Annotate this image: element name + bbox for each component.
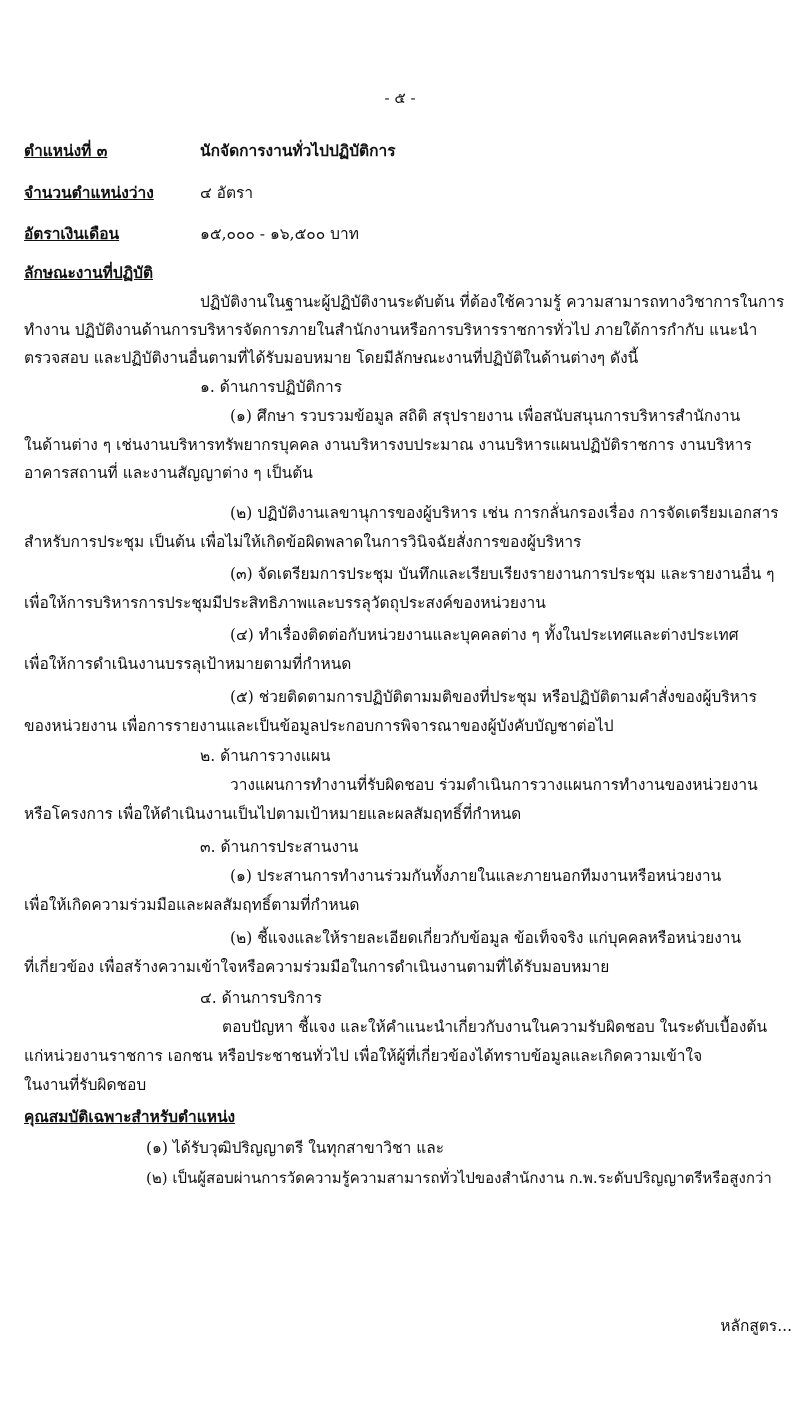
coordination-item-2: (๒) ชี้แจงและให้รายละเอียดเกี่ยวกับข้อมูล ข้อเท็จจริง แก่บุคคลหรือหน่วยงาน bbox=[230, 929, 742, 947]
qualification-item: (๒) เป็นผู้สอบผ่านการวัดความรู้ความสามารถทั่วไปของสำนักงาน ก.พ.ระดับปริญญาตรีหรือสูงกว่า bbox=[146, 1169, 772, 1187]
coordination-item-1: (๑) ประสานการทำงานร่วมกันทั้งภายในและภายนอกทีมงานหรือหน่วยงาน bbox=[230, 867, 722, 885]
heading-service: ๔. ด้านการบริการ bbox=[200, 989, 322, 1007]
operation-item-1: (๑) ศึกษา รวบรวมข้อมูล สถิติ สรุปรายงาน เพื่อสนับสนุนการบริหารสำนักงาน bbox=[230, 407, 741, 425]
operation-item-5-cont: ของหน่วยงาน เพื่อการรายงานและเป็นข้อมูลประกอบการพิจารณาของผู้บังคับบัญชาต่อไป bbox=[24, 717, 614, 735]
heading-planning: ๒. ด้านการวางแผน bbox=[200, 747, 331, 765]
service-line: แก่หน่วยงานราชการ เอกชน หรือประชาชนทั่วไป เพื่อให้ผู้ที่เกี่ยวข้องได้ทราบข้อมูลและเกิดความเข้าใจ bbox=[24, 1047, 703, 1065]
page-number: - ๕ - bbox=[384, 89, 416, 107]
qualification-title: คุณสมบัติเฉพาะสำหรับตำแหน่ง bbox=[24, 1107, 236, 1126]
coordination-item-1-cont: เพื่อให้เกิดความร่วมมือและผลสัมฤทธิ์ตามที่กำหนด bbox=[24, 896, 360, 914]
salary-label: อัตราเงินเดือน bbox=[24, 224, 120, 243]
operation-item-5: (๕) ช่วยติดตามการปฏิบัติตามมติของที่ประชุม หรือปฏิบัติตามคำสั่งของผู้บริหาร bbox=[230, 688, 757, 706]
operation-item-2-cont: สำหรับการประชุม เป็นต้น เพื่อไม่ให้เกิดข้อผิดพลาดในการวินิจฉัยสั่งการของผู้บริหาร bbox=[24, 533, 582, 551]
intro-line: ปฏิบัติงานในฐานะผู้ปฏิบัติงานระดับต้น ที่ต้องใช้ความรู้ ความสามารถทางวิชาการในการ bbox=[200, 293, 785, 311]
operation-item-3: (๓) จัดเตรียมการประชุม บันทึกและเรียบเรียงรายงานการประชุม และรายงานอื่น ๆ bbox=[230, 565, 775, 583]
planning-line: วางแผนการทำงานที่รับผิดชอบ ร่วมดำเนินการวางแผนการทำงานของหน่วยงาน bbox=[230, 776, 758, 794]
vacancy-value: ๔ อัตรา bbox=[200, 184, 254, 202]
vacancy-row bbox=[24, 180, 253, 205]
operation-item-3-cont: เพื่อให้การบริหารการประชุมมีประสิทธิภาพและบรรลุวัตถุประสงค์ของหน่วยงาน bbox=[24, 594, 546, 612]
intro-line: ตรวจสอบ และปฏิบัติงานอื่นตามที่ได้รับมอบหมาย โดยมีลักษณะงานที่ปฏิบัติในด้านต่างๆ ดังนี้ bbox=[24, 349, 639, 367]
salary-value: ๑๕,๐๐๐ - ๑๖,๕๐๐ บาท bbox=[200, 225, 359, 243]
salary-row bbox=[24, 221, 359, 246]
operation-item-4: (๔) ทำเรื่องติดต่อกับหน่วยงานและบุคคลต่าง ๆ ทั้งในประเทศและต่างประเทศ bbox=[230, 626, 739, 644]
intro-line: ทำงาน ปฏิบัติงานด้านการบริหารจัดการภายในสำนักงานหรือการบริหารราชการทั่วไป ภายใต้การกำกับ แนะนำ bbox=[24, 321, 758, 339]
operation-item-1-cont: ในด้านต่าง ๆ เช่นงานบริหารทรัพยากรบุคคล งานบริหารงบประมาณ งานบริหารแผนปฏิบัติราชการ งานบริหาร bbox=[24, 436, 752, 454]
service-line: ในงานที่รับผิดชอบ bbox=[24, 1076, 147, 1094]
vacancy-label: จำนวนตำแหน่งว่าง bbox=[24, 183, 154, 202]
operation-item-2: (๒) ปฏิบัติงานเลขานุการของผู้บริหาร เช่น การกลั่นกรองเรื่อง การจัดเตรียมเอกสาร bbox=[230, 504, 779, 522]
continuation-footer: หลักสูตร... bbox=[720, 1317, 792, 1335]
position-row bbox=[24, 138, 396, 163]
position-label: ตำแหน่งที่ ๓ bbox=[24, 141, 108, 160]
coordination-item-2-cont: ที่เกี่ยวข้อง เพื่อสร้างความเข้าใจหรือความร่วมมือในการดำเนินงานตามที่ได้รับมอบหมาย bbox=[24, 958, 610, 976]
planning-line: หรือโครงการ เพื่อให้ดำเนินงานเป็นไปตามเป้าหมายและผลสัมฤทธิ์ที่กำหนด bbox=[24, 805, 522, 823]
heading-coordination: ๓. ด้านการประสานงาน bbox=[200, 838, 359, 856]
operation-item-4-cont: เพื่อให้การดำเนินงานบรรลุเป้าหมายตามที่กำหนด bbox=[24, 655, 352, 673]
position-value: นักจัดการงานทั่วไปปฏิบัติการ bbox=[200, 141, 396, 160]
heading-operations: ๑. ด้านการปฏิบัติการ bbox=[200, 378, 343, 396]
service-line: ตอบปัญหา ชี้แจง และให้คำแนะนำเกี่ยวกับงานในความรับผิดชอบ ในระดับเบื้องต้น bbox=[222, 1018, 768, 1036]
operation-item-1-cont: อาคารสถานที่ และงานสัญญาต่าง ๆ เป็นต้น bbox=[24, 464, 313, 482]
qualification-item: (๑) ได้รับวุฒิปริญญาตรี ในทุกสาขาวิชา และ bbox=[146, 1139, 445, 1157]
job-section-title: ลักษณะงานที่ปฏิบัติ bbox=[24, 263, 154, 282]
